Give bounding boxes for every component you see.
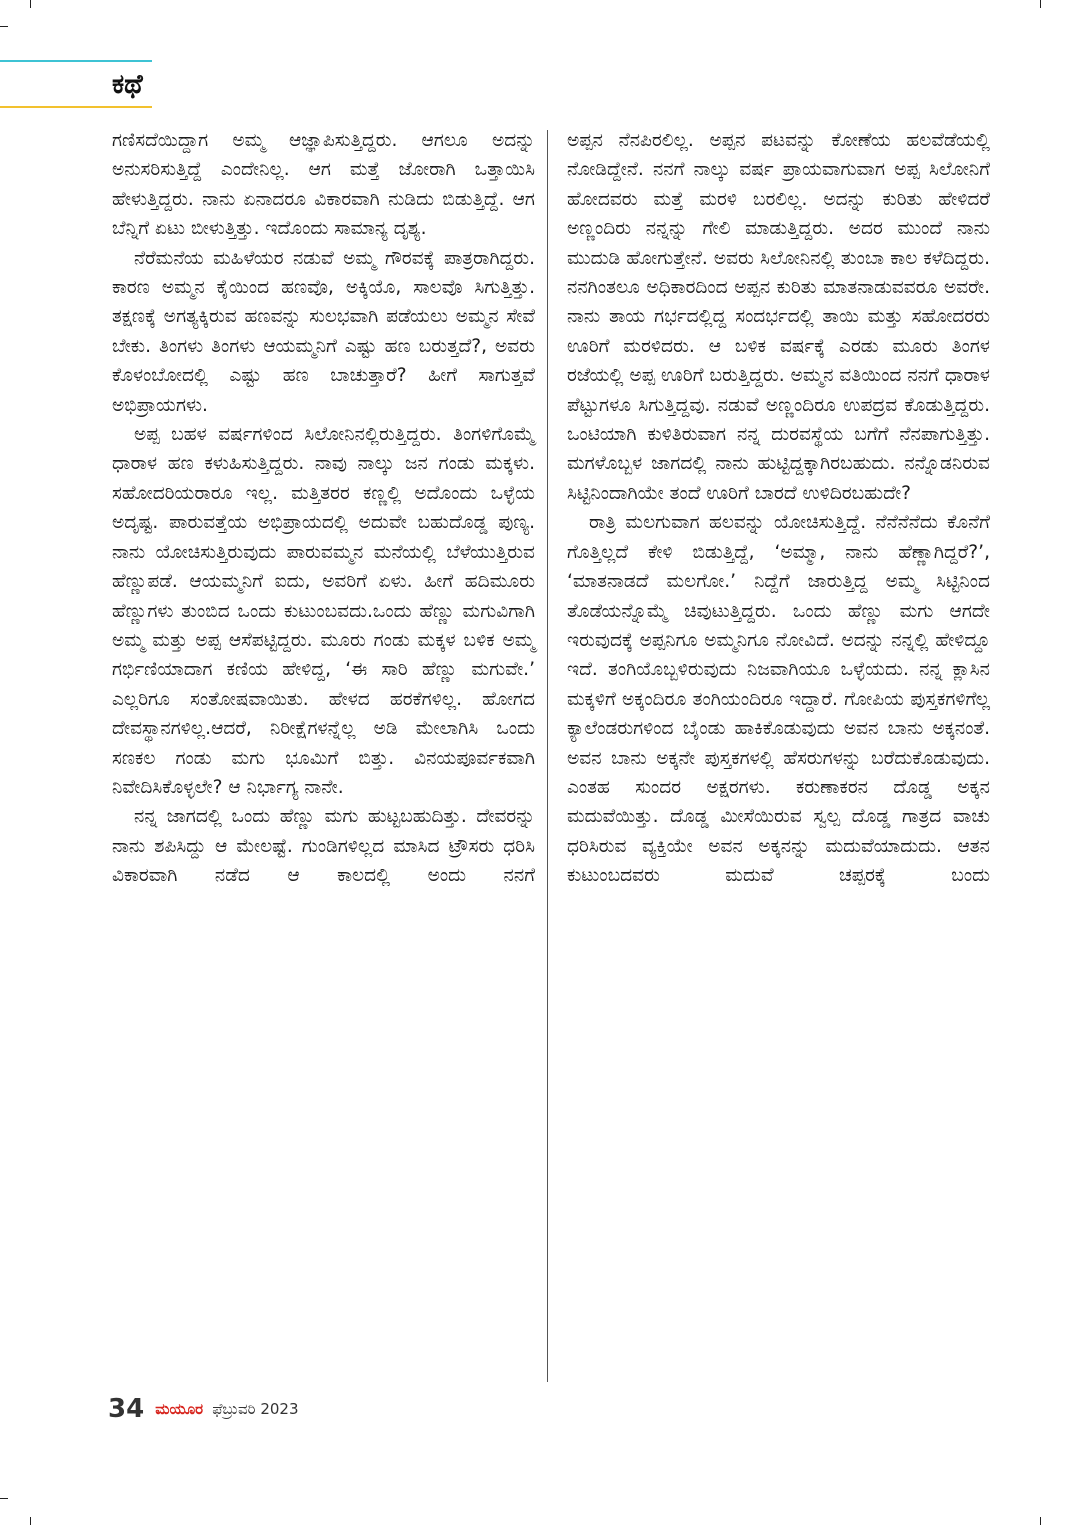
accent-rule-bottom bbox=[0, 106, 152, 108]
paragraph: ಅಪ್ಪ ಬಹಳ ವರ್ಷಗಳಿಂದ ಸಿಲೋನಿನಲ್ಲಿರುತ್ತಿದ್ದರು. ತಿಂಗಳಿಗೊಮ್ಮೆ ಧಾರಾಳ ಹಣ ಕಳುಹಿಸುತ್ತಿದ್ದರು. ನಾವು ನಾಲ್ಕು ಜನ ಗಂಡು ಮಕ್ಕಳು. ಸಹೋದರಿಯರಾರೂ ಇಲ್ಲ. ಮತ್ತಿತರರ ಕಣ್ಣಲ್ಲಿ ಅದೊಂದು ಒಳ್ಳೆಯ ಅದೃಷ್ಟ. ಪಾರುವತ್ತೆಯ ಅಭಿಪ್ರಾಯದಲ್ಲಿ ಅದುವೇ ಬಹುದೊಡ್ಡ ಪುಣ್ಯ. ನಾನು ಯೋಚಿಸುತ್ತಿರುವುದು ಪಾರುವಮ್ಮನ ಮನೆಯಲ್ಲಿ ಬೆಳೆಯುತ್ತಿರುವ ಹೆಣ್ಣುಪಡೆ. ಆಯಮ್ಮನಿಗೆ ಐದು, ಅವರಿಗೆ ಏಳು. ಹೀಗೆ ಹದಿಮೂರು ಹೆಣ್ಣುಗಳು ತುಂಬಿದ ಒಂದು ಕುಟುಂಬವದು.ಒಂದು ಹೆಣ್ಣು ಮಗುವಿಗಾಗಿ ಅಮ್ಮ ಮತ್ತು ಅಪ್ಪ ಆಸೆಪಟ್ಟಿದ್ದರು. ಮೂರು ಗಂಡು ಮಕ್ಕಳ ಬಳಿಕ ಅಮ್ಮ ಗರ್ಭಿಣಿಯಾದಾಗ ಕಣಿಯ ಹೇಳಿದ್ದ, ‘ಈ ಸಾರಿ ಹೆಣ್ಣು ಮಗುವೇ.’ ಎಲ್ಲರಿಗೂ ಸಂತೋಷವಾಯಿತು. ಹೇಳದ ಹರಕೆಗಳಿಲ್ಲ. ಹೋಗದ ದೇವಸ್ಥಾನಗಳಿಲ್ಲ.ಆದರೆ, ನಿರೀಕ್ಷೆಗಳನ್ನೆಲ್ಲ ಅಡಿ ಮೇಲಾಗಿಸಿ ಒಂದು ಸಣಕಲ ಗಂಡು ಮಗು ಭೂಮಿಗೆ ಬಿತ್ತು. ವಿನಯಪೂರ್ವಕವಾಗಿ ನಿವೇದಿಸಿಕೊಳ್ಳಲೇ? ಆ ನಿರ್ಭಾಗ್ಯ ನಾನೇ. bbox=[112, 424, 535, 798]
right-column bbox=[567, 126, 990, 891]
section-title: ಕಥೆ bbox=[112, 69, 143, 100]
column-divider bbox=[547, 130, 548, 1382]
paragraph: ಅಪ್ಪನ ನೆನಪಿರಲಿಲ್ಲ. ಅಪ್ಪನ ಪಟವನ್ನು ಕೋಣೆಯ ಹಲವೆಡೆಯಲ್ಲಿ ನೋಡಿದ್ದೇನೆ. ನನಗೆ ನಾಲ್ಕು ವರ್ಷ ಪ್ರಾಯವಾಗುವಾಗ ಅಪ್ಪ ಸಿಲೋನಿಗೆ ಹೋದವರು ಮತ್ತೆ ಮರಳಿ ಬರಲಿಲ್ಲ. ಅದನ್ನು ಕುರಿತು ಹೇಳಿದರೆ ಅಣ್ಣಂದಿರು ನನ್ನನ್ನು ಗೇಲಿ ಮಾಡುತ್ತಿದ್ದರು. ಅದರ ಮುಂದೆ ನಾನು ಮುದುಡಿ ಹೋಗುತ್ತೇನೆ. ಅವರು ಸಿಲೋನಿನಲ್ಲಿ ತುಂಬಾ ಕಾಲ ಕಳೆದಿದ್ದರು. ನನಗಿಂತಲೂ ಅಧಿಕಾರದಿಂದ ಅಪ್ಪನ ಕುರಿತು ಮಾತನಾಡುವವರೂ ಅವರೇ. ನಾನು ತಾಯ ಗರ್ಭದಲ್ಲಿದ್ದ ಸಂದರ್ಭದಲ್ಲಿ ತಾಯಿ ಮತ್ತು ಸಹೋದರರು ಊರಿಗೆ ಮರಳಿದರು. ಆ ಬಳಿಕ ವರ್ಷಕ್ಕೆ ಎರಡು ಮೂರು ತಿಂಗಳ ರಜೆಯಲ್ಲಿ ಅಪ್ಪ ಊರಿಗೆ ಬರುತ್ತಿದ್ದರು. ಅಮ್ಮನ ವತಿಯಿಂದ ನನಗೆ ಧಾರಾಳ ಪೆಟ್ಟುಗಳೂ ಸಿಗುತ್ತಿದ್ದವು. ನಡುವೆ ಅಣ್ಣಂದಿರೂ ಉಪದ್ರವ ಕೊಡುತ್ತಿದ್ದರು. ಒಂಟಿಯಾಗಿ ಕುಳಿತಿರುವಾಗ ನನ್ನ ದುರವಸ್ಥೆಯ ಬಗೆಗೆ ನೆನಪಾಗುತ್ತಿತ್ತು. ಮಗಳೊಬ್ಬಳ ಜಾಗದಲ್ಲಿ ನಾನು ಹುಟ್ಟಿದ್ದಕ್ಕಾಗಿರಬಹುದು. ನನ್ನೊಡನಿರುವ ಸಿಟ್ಟಿನಿಂದಾಗಿಯೇ ತಂದೆ ಊರಿಗೆ ಬಾರದೆ ಉಳಿದಿರಬಹುದೇ? bbox=[567, 130, 990, 504]
crop-mark bbox=[30, 0, 31, 8]
paragraph: ಗಣಿಸದೆಯಿದ್ದಾಗ ಅಮ್ಮ ಆಜ್ಞಾಪಿಸುತ್ತಿದ್ದರು. ಆಗಲೂ ಅದನ್ನು ಅನುಸರಿಸುತ್ತಿದ್ದೆ ಎಂದೇನಿಲ್ಲ. ಆಗ ಮತ್ತೆ ಜೋರಾಗಿ ಒತ್ತಾಯಿಸಿ ಹೇಳುತ್ತಿದ್ದರು. ನಾನು ಏನಾದರೂ ವಿಕಾರವಾಗಿ ನುಡಿದು ಬಿಡುತ್ತಿದ್ದೆ. ಆಗ ಬೆನ್ನಿಗೆ ಏಟು ಬೀಳುತ್ತಿತ್ತು. ಇದೊಂದು ಸಾಮಾನ್ಯ ದೃಶ್ಯ. bbox=[112, 130, 535, 240]
crop-mark bbox=[30, 1517, 31, 1525]
page-footer bbox=[108, 1394, 299, 1428]
crop-mark bbox=[1040, 0, 1041, 8]
magazine-logo: ಮಯೂರ bbox=[155, 1400, 204, 1418]
accent-rule-top bbox=[0, 60, 152, 62]
crop-mark bbox=[0, 1498, 8, 1499]
crop-mark bbox=[1040, 1517, 1041, 1525]
crop-mark bbox=[0, 26, 8, 27]
issue-date: ಫೆಬ್ರುವರಿ 2023 bbox=[212, 1400, 299, 1418]
paragraph: ನೆರೆಮನೆಯ ಮಹಿಳೆಯರ ನಡುವೆ ಅಮ್ಮ ಗೌರವಕ್ಕೆ ಪಾತ್ರರಾಗಿದ್ದರು. ಕಾರಣ ಅಮ್ಮನ ಕೈಯಿಂದ ಹಣವೊ, ಅಕ್ಕಿಯೊ, ಸಾಲವೊ ಸಿಗುತ್ತಿತ್ತು. ತಕ್ಷಣಕ್ಕೆ ಅಗತ್ಯಕ್ಕಿರುವ ಹಣವನ್ನು ಸುಲಭವಾಗಿ ಪಡೆಯಲು ಅಮ್ಮನ ಸೇವೆ ಬೇಕು. ತಿಂಗಳು ತಿಂಗಳು ಆಯಮ್ಮನಿಗೆ ಎಷ್ಟು ಹಣ ಬರುತ್ತದೆ?, ಅವರು ಕೊಳಂಬೋದಲ್ಲಿ ಎಷ್ಟು ಹಣ ಬಾಚುತ್ತಾರೆ? ಹೀಗೆ ಸಾಗುತ್ತವೆ ಅಭಿಪ್ರಾಯಗಳು. bbox=[112, 247, 535, 416]
paragraph: ರಾತ್ರಿ ಮಲಗುವಾಗ ಹಲವನ್ನು ಯೋಚಿಸುತ್ತಿದ್ದೆ. ನೆನೆನೆನೆದು ಕೊನೆಗೆ ಗೊತ್ತಿಲ್ಲದೆ ಕೇಳಿ ಬಿಡುತ್ತಿದ್ದೆ, ‘ಅಮ್ಮಾ, ನಾನು ಹೆಣ್ಣಾಗಿದ್ದರೆ?’, ‘ಮಾತನಾಡದೆ ಮಲಗೋ.’ ನಿದ್ದೆಗೆ ಜಾರುತ್ತಿದ್ದ ಅಮ್ಮ ಸಿಟ್ಟಿನಿಂದ ತೊಡೆಯನ್ನೊಮ್ಮೆ ಚಿವುಟುತ್ತಿದ್ದರು. ಒಂದು ಹೆಣ್ಣು ಮಗು ಆಗದೇ ಇರುವುದಕ್ಕೆ ಅಪ್ಪನಿಗೂ ಅಮ್ಮನಿಗೂ ನೋವಿದೆ. ಅದನ್ನು ನನ್ನಲ್ಲಿ ಹೇಳಿದ್ದೂ ಇದೆ. ತಂಗಿಯೊಬ್ಬಳಿರುವುದು ನಿಜವಾಗಿಯೂ ಒಳ್ಳೆಯದು. ನನ್ನ ಕ್ಲಾಸಿನ ಮಕ್ಕಳಿಗೆ ಅಕ್ಕಂದಿರೂ ತಂಗಿಯಂದಿರೂ ಇದ್ದಾರೆ. ಗೋಪಿಯ ಪುಸ್ತಕಗಳಿಗೆಲ್ಲ ಕ್ಯಾಲೆಂಡರುಗಳಿಂದ ಬೈಂಡು ಹಾಕಿಕೊಡುವುದು ಅವನ ಬಾನು ಅಕ್ಕನಂತೆ. ಅವನ ಬಾನು ಅಕ್ಕನೇ ಪುಸ್ತಕಗಳಲ್ಲಿ ಹೆಸರುಗಳನ್ನು ಬರೆದುಕೊಡುವುದು. ಎಂತಹ ಸುಂದರ ಅಕ್ಷರಗಳು. ಕರುಣಾಕರನ ದೊಡ್ಡ ಅಕ್ಕನ ಮದುವೆಯಿತ್ತು. ದೊಡ್ಡ ಮೀಸೆಯಿರುವ ಸ್ವಲ್ಪ ದೊಡ್ಡ ಗಾತ್ರದ ವಾಚು ಧರಿಸಿರುವ ವ್ಯಕ್ತಿಯೇ ಅವನ ಅಕ್ಕನನ್ನು ಮದುವೆಯಾದುದು. ಆತನ ಕುಟುಂಬದವರು ಮದುವೆ ಚಪ್ಪರಕ್ಕೆ ಬಂದು bbox=[567, 512, 990, 887]
left-column bbox=[112, 126, 535, 891]
page-number: 34 bbox=[108, 1394, 145, 1424]
paragraph: ನನ್ನ ಜಾಗದಲ್ಲಿ ಒಂದು ಹೆಣ್ಣು ಮಗು ಹುಟ್ಟಬಹುದಿತ್ತು. ದೇವರನ್ನು ನಾನು ಶಪಿಸಿದ್ದು ಆ ಮೇಲಷ್ಟೆ. ಗುಂಡಿಗಳಿಲ್ಲದ ಮಾಸಿದ ಟ್ರೌಸರು ಧರಿಸಿ ವಿಕಾರವಾಗಿ ನಡೆದ ಆ ಕಾಲದಲ್ಲಿ ಅಂದು ನನಗೆ bbox=[112, 806, 535, 887]
